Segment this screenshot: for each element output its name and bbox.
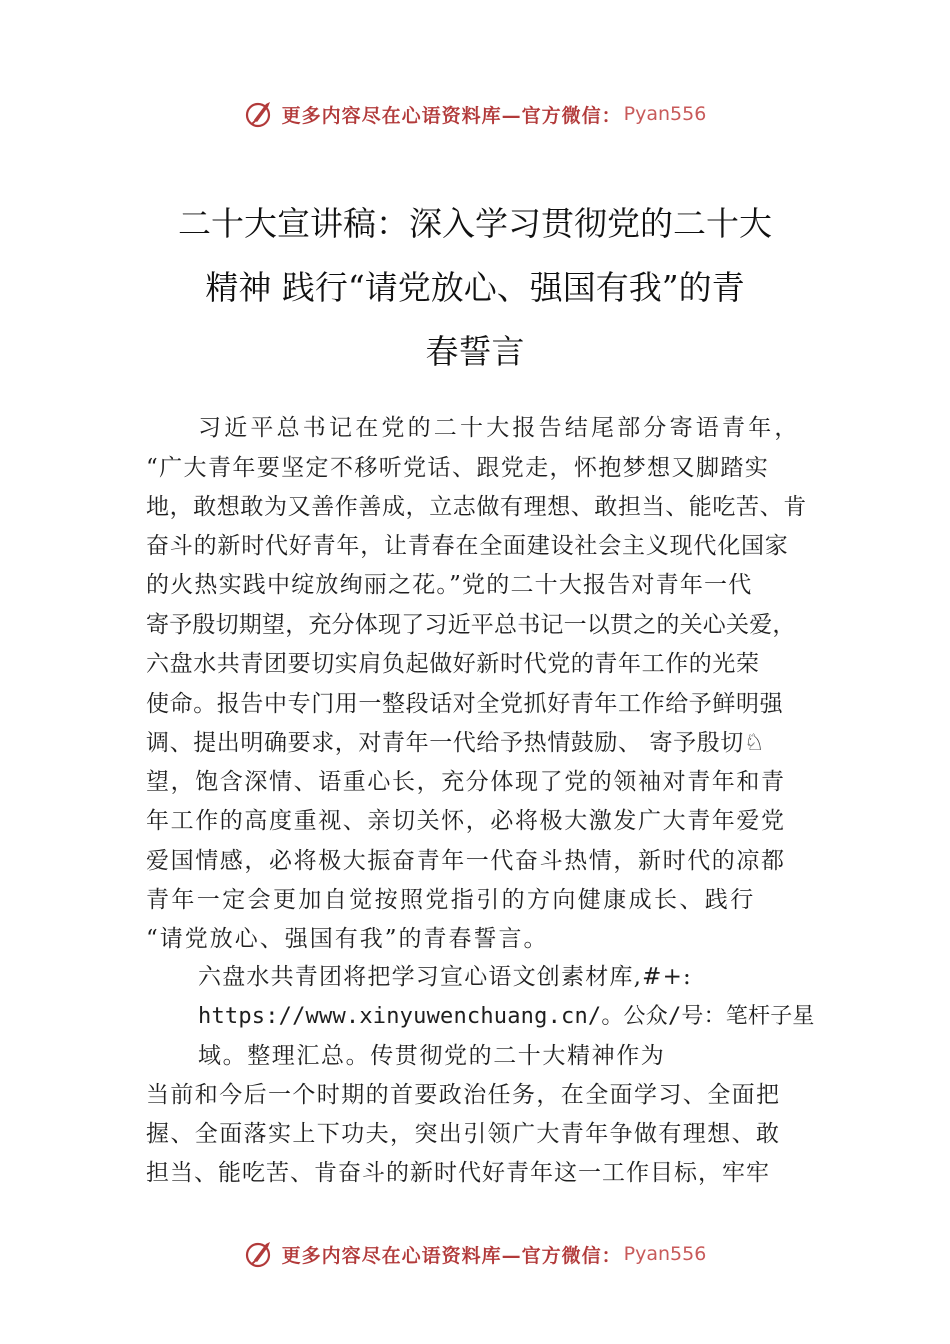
- title-line: 春誓言: [425, 332, 525, 371]
- footer-banner: [0, 1234, 950, 1274]
- body-line: 青年一定会更加自觉按照党指引的方向健康成长、践行: [146, 887, 756, 913]
- body-line: 爱国情感，必将极大振奋青年一代奋斗热情，新时代的凉都: [146, 848, 786, 874]
- body-line: 习近平总书记在党的二十大报告结尾部分寄语青年，: [198, 415, 801, 441]
- title-line: 二十大宣讲稿：深入学习贯彻党的二十大: [178, 204, 772, 243]
- banner-text: 更多内容尽在心语资料库—官方微信：: [281, 1244, 622, 1267]
- body-line: “请党放心、强国有我”的青春誓言。: [146, 926, 549, 952]
- body-line: 调、提出明确要求，对青年一代给予热情鼓励、 寄予殷切♘: [146, 730, 766, 756]
- body-line: 奋斗的新时代好青年，让青春在全面建设社会主义现代化国家: [146, 533, 789, 559]
- body-line: 使命。报告中专门用一整段话对全党抓好青年工作给予鲜明强: [146, 691, 784, 717]
- header-banner: [0, 94, 950, 134]
- body-line: 寄予殷切期望，充分体现了习近平总书记一以贯之的关心关爱，: [146, 612, 796, 638]
- body-line: 地，敢想敢为又善作善成，立志做有理想、敢担当、能吃苦、肯: [146, 494, 807, 520]
- body-line: 的火热实践中绽放绚丽之花。”党的二十大报告对青年一代: [146, 572, 753, 598]
- body-line: 握、全面落实上下功夫，突出引领广大青年争做有理想、敢: [146, 1121, 781, 1147]
- body-line-url: https://www.xinyuwenchuang.cn/。公众/号：笔杆子星: [198, 1004, 815, 1029]
- body-line: 当前和今后一个时期的首要政治任务，在全面学习、全面把: [146, 1082, 781, 1108]
- document-title: [100, 192, 850, 384]
- body-line: 担当、能吃苦、肯奋斗的新时代好青年这一工作目标，牢牢: [146, 1160, 770, 1186]
- banner-wechat-id: Pyan556: [623, 1243, 707, 1265]
- body-line: 望，饱含深情、语重心长，充分体现了党的领袖对青年和青: [146, 769, 786, 795]
- title-line: 精神 践行“请党放心、强国有我”的青: [205, 268, 745, 307]
- body-line: 六盘水共青团将把学习宣心语文创素材库,#+:: [198, 964, 693, 990]
- body-line: “广大青年要坚定不移听党话、跟党走，怀抱梦想又脚踏实: [146, 455, 770, 481]
- quill-logo-icon: [244, 1238, 276, 1270]
- body-line: 域。整理汇总。传贯彻党的二十大精神作为: [198, 1043, 666, 1069]
- body-line: 年工作的高度重视、亲切关怀，必将极大激发广大青年爱党: [146, 808, 786, 834]
- banner-text: 更多内容尽在心语资料库—官方微信：: [281, 104, 622, 127]
- quill-logo-icon: [244, 98, 276, 130]
- banner-wechat-id: Pyan556: [623, 103, 707, 125]
- body-line: 六盘水共青团要切实肩负起做好新时代党的青年工作的光荣: [146, 651, 760, 677]
